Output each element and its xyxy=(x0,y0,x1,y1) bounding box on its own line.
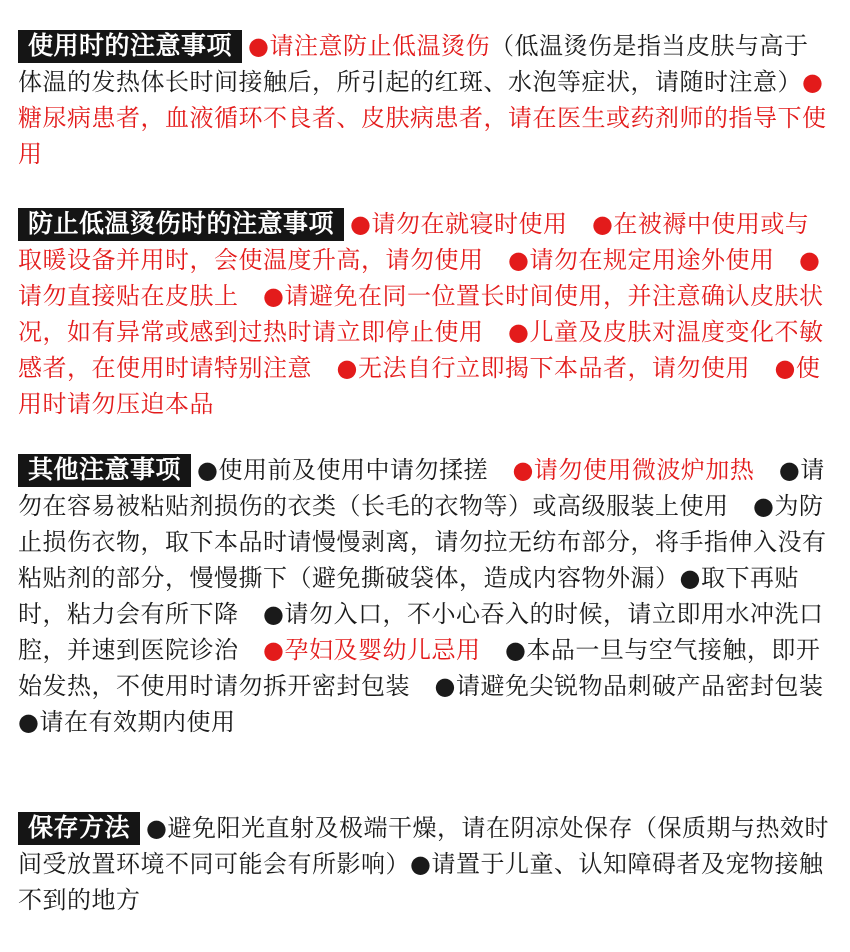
warning-item: ●孕妇及婴幼儿忌用 xyxy=(263,636,481,664)
warning-item: ●在被褥中使用或与取暖设备并用时，会使温度升高，请勿使用 xyxy=(18,210,810,274)
warning-item: ●请勿使用微波炉加热 xyxy=(512,456,755,484)
warning-item: ●糖尿病患者，血液循环不良者、皮肤病患者，请在医生或药剂师的指导下使用 xyxy=(18,68,827,168)
section-usage-precautions xyxy=(18,28,830,172)
list-item: ●为防止损伤衣物，取下本品时请慢慢剥离，请勿拉无纺布部分，将手指伸入没有粘贴剂的部分，慢慢撕下（避免撕破袋体，造成内容物外漏） xyxy=(18,492,827,592)
section-heading: 使用时的注意事项 xyxy=(18,30,242,63)
list-item: ●请避免尖锐物品刺破产品密封包装 xyxy=(434,672,824,700)
warning-item: ●请勿在就寝时使用 xyxy=(350,210,568,238)
section-heading: 保存方法 xyxy=(18,812,140,845)
note-text: （低温烫伤是指当皮肤与高于体温的发热体长时间接触后，所引起的红斑、水泡等症状，请随时注意） xyxy=(18,32,809,96)
warning-item: ●请避免在同一位置长时间使用，并注意确认皮肤状况，如有异常或感到过热时请立即停止使用 xyxy=(18,282,824,346)
section-heading: 其他注意事项 xyxy=(18,454,191,487)
warning-item: ●请勿直接贴在皮肤上 xyxy=(18,246,821,310)
section-low-temp-burn xyxy=(18,206,830,422)
warning-item: ●请勿在规定用途外使用 xyxy=(508,246,775,274)
warning-item: ●儿童及皮肤对温度变化不敏感者，在使用时请特别注意 xyxy=(18,318,824,382)
list-item: ●本品一旦与空气接触，即开始发热，不使用时请勿拆开密封包装 xyxy=(18,636,821,700)
section-other-precautions xyxy=(18,452,830,740)
list-item: ●取下再贴时，粘力会有所下降 xyxy=(18,564,799,628)
warning-item: ●使用时请勿压迫本品 xyxy=(18,354,821,418)
list-item: ●请勿入口，不小心吞入的时候，请立即用水冲洗口腔，并速到医院诊治 xyxy=(18,600,824,664)
section-heading: 防止低温烫伤时的注意事项 xyxy=(18,208,344,241)
list-item: ●使用前及使用中请勿揉搓 xyxy=(197,456,488,484)
list-item: ●请勿在容易被粘贴剂损伤的衣类（长毛的衣物等）或高级服装上使用 xyxy=(18,456,825,520)
warning-item: ●无法自行立即揭下本品者，请勿使用 xyxy=(336,354,750,382)
list-item: ●请置于儿童、认知障碍者及宠物接触不到的地方 xyxy=(18,850,824,914)
section-storage xyxy=(18,810,830,918)
warning-item: ●请注意防止低温烫伤 xyxy=(248,32,490,60)
list-item: ●请在有效期内使用 xyxy=(18,708,236,736)
list-item: ●避免阳光直射及极端干燥，请在阴凉处保存（保质期与热效时间受放置环境不同可能会有所影响） xyxy=(18,814,829,878)
